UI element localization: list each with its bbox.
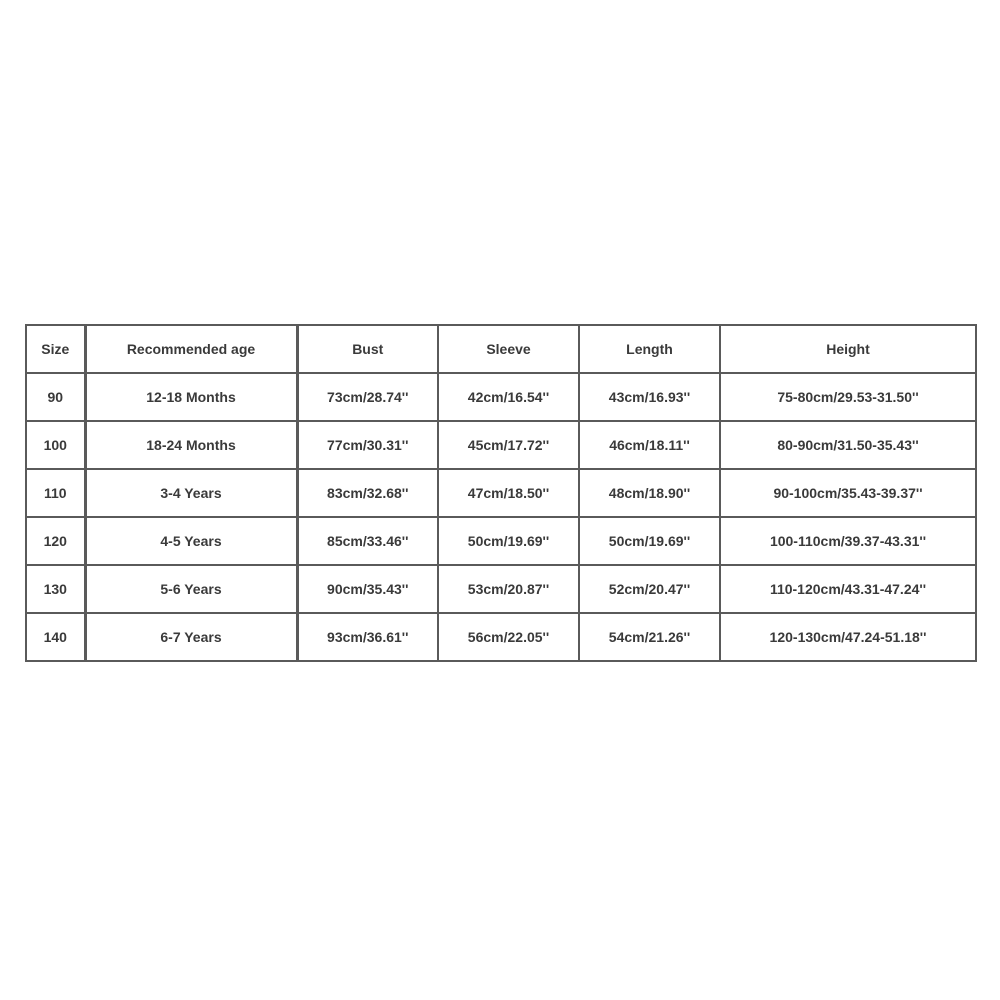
table-row <box>26 469 976 517</box>
cell-sleeve: 45cm/17.72'' <box>438 421 579 469</box>
header-sleeve: Sleeve <box>438 325 579 373</box>
cell-recommended-age: 6-7 Years <box>85 613 297 661</box>
cell-height: 75-80cm/29.53-31.50'' <box>720 373 976 421</box>
cell-size: 140 <box>26 613 85 661</box>
cell-sleeve: 47cm/18.50'' <box>438 469 579 517</box>
cell-height: 120-130cm/47.24-51.18'' <box>720 613 976 661</box>
cell-size: 90 <box>26 373 85 421</box>
cell-sleeve: 56cm/22.05'' <box>438 613 579 661</box>
cell-recommended-age: 5-6 Years <box>85 565 297 613</box>
header-bust: Bust <box>297 325 438 373</box>
table-body <box>26 373 976 661</box>
cell-length: 46cm/18.11'' <box>579 421 720 469</box>
cell-recommended-age: 12-18 Months <box>85 373 297 421</box>
cell-sleeve: 42cm/16.54'' <box>438 373 579 421</box>
cell-length: 48cm/18.90'' <box>579 469 720 517</box>
header-length: Length <box>579 325 720 373</box>
table-row <box>26 613 976 661</box>
header-size: Size <box>26 325 85 373</box>
cell-size: 100 <box>26 421 85 469</box>
cell-sleeve: 53cm/20.87'' <box>438 565 579 613</box>
cell-recommended-age: 4-5 Years <box>85 517 297 565</box>
cell-height: 90-100cm/35.43-39.37'' <box>720 469 976 517</box>
cell-height: 80-90cm/31.50-35.43'' <box>720 421 976 469</box>
cell-length: 43cm/16.93'' <box>579 373 720 421</box>
cell-size: 120 <box>26 517 85 565</box>
header-height: Height <box>720 325 976 373</box>
cell-height: 110-120cm/43.31-47.24'' <box>720 565 976 613</box>
cell-length: 54cm/21.26'' <box>579 613 720 661</box>
cell-bust: 83cm/32.68'' <box>297 469 438 517</box>
cell-bust: 93cm/36.61'' <box>297 613 438 661</box>
cell-size: 130 <box>26 565 85 613</box>
cell-bust: 73cm/28.74'' <box>297 373 438 421</box>
table-row <box>26 517 976 565</box>
table-row <box>26 421 976 469</box>
header-recommended-age: Recommended age <box>85 325 297 373</box>
cell-bust: 77cm/30.31'' <box>297 421 438 469</box>
size-chart-table <box>25 324 977 662</box>
cell-recommended-age: 18-24 Months <box>85 421 297 469</box>
cell-length: 50cm/19.69'' <box>579 517 720 565</box>
header-row <box>26 325 976 373</box>
cell-length: 52cm/20.47'' <box>579 565 720 613</box>
table-row <box>26 373 976 421</box>
table-header <box>26 325 976 373</box>
cell-height: 100-110cm/39.37-43.31'' <box>720 517 976 565</box>
cell-bust: 85cm/33.46'' <box>297 517 438 565</box>
cell-sleeve: 50cm/19.69'' <box>438 517 579 565</box>
cell-size: 110 <box>26 469 85 517</box>
cell-recommended-age: 3-4 Years <box>85 469 297 517</box>
table-row <box>26 565 976 613</box>
cell-bust: 90cm/35.43'' <box>297 565 438 613</box>
